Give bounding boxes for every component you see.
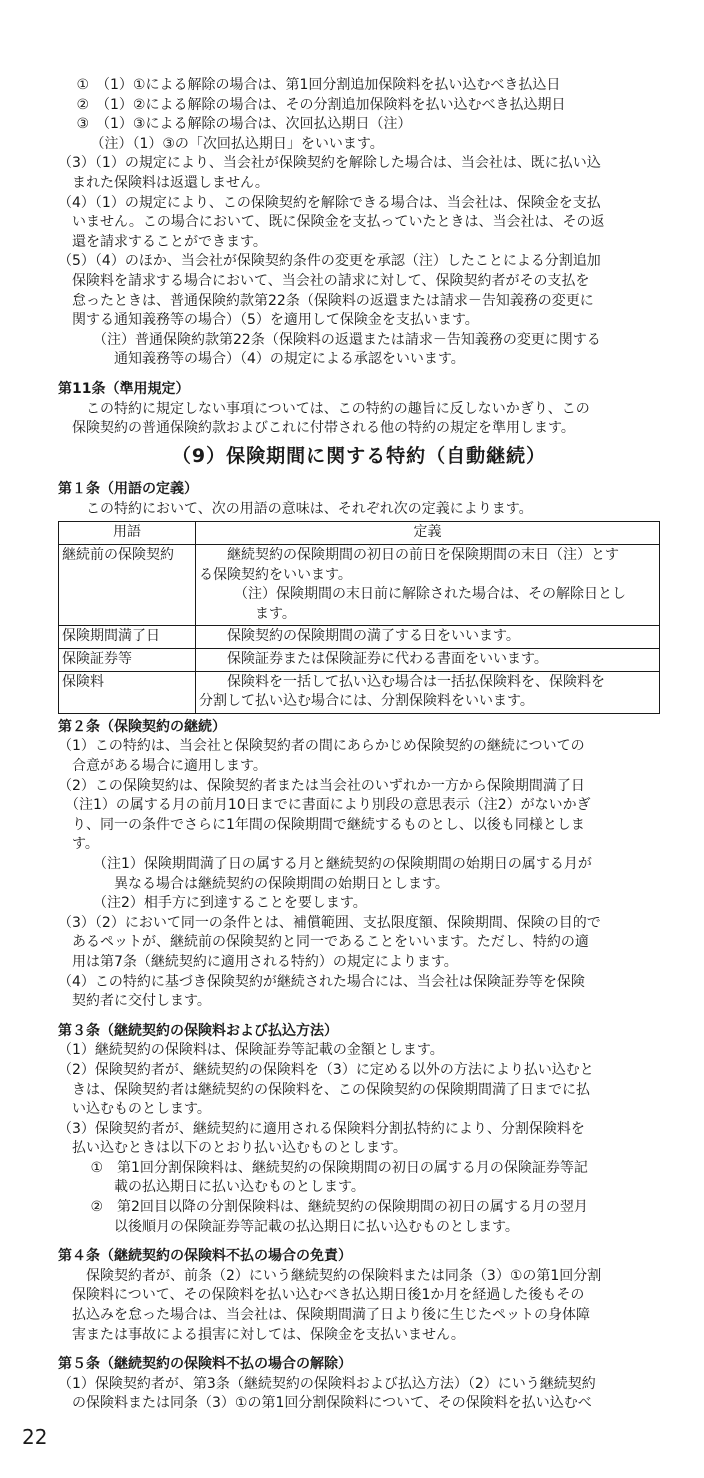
article-heading: 第２条（保険契約の継続） [58, 718, 226, 735]
definition-cell: 保険料を一括して払い込む場合は一括払保険料を、保険料を 分割して払い込む場合には、分割保険料をいいます。 [196, 671, 660, 713]
article-3 [58, 1022, 660, 1238]
text-line: （4）この特約に基づき保険契約が継続された場合には、当会社は保険証券等を保険 [58, 973, 585, 990]
article-2 [58, 718, 660, 1012]
text-line: ② 第2回目以降の分割保険料は、継続契約の保険期間の初日の属する月の翌月 [58, 1199, 588, 1216]
text-line: （4）（1）の規定により、この保険契約を解除できる場合は、当会社は、保険金を支払 [58, 194, 601, 211]
text-line: いません。この場合において、既に保険金を支払っていたときは、当会社は、その返 [58, 214, 605, 231]
text-line: ③ （1）③による解除の場合は、次回払込期日（注） [58, 116, 412, 133]
text-line: 保険料を請求する場合において、当会社の請求に対して、保険契約者がその支払を [58, 272, 590, 289]
text-line: 合意がある場合に適用します。 [58, 758, 267, 774]
article-heading: 第５条（継続契約の保険料不払の場合の解除） [58, 1356, 352, 1373]
column-header-definition: 定義 [196, 522, 660, 545]
text-line: 関する通知義務等の場合）（5）を適用して保険金を支払います。 [58, 312, 479, 329]
text-line: 以後順月の保険証券等記載の払込期日に払い込むものとします。 [58, 1218, 519, 1235]
text-line: 害または事故による損害に対しては、保険金を支払いません。 [58, 1326, 465, 1343]
text-line: い込むものとします。 [58, 1101, 211, 1118]
text-line: （注1）保険期間満了日の属する月と継続契約の保険期間の始期日の属する月が [58, 855, 592, 872]
text-line: あるペットが、継続前の保険契約と同一であることをいいます。ただし、特約の適 [58, 934, 589, 951]
text-line: ② （1）②による解除の場合は、その分割追加保険料を払い込むべき払込期日 [58, 96, 566, 113]
text-line: （3）（1）の規定により、当会社が保険契約を解除した場合は、当会社は、既に払い込 [58, 155, 601, 172]
definition-cell: 継続契約の保険期間の初日の前日を保険期間の末日（注）とす る保険契約をいいます。 （注）保険期間の末日前に解除された場合は、その解除日とし ます。 [196, 545, 660, 626]
column-header-term: 用語 [59, 522, 196, 545]
article-5 [58, 1355, 660, 1414]
table-row [59, 545, 660, 626]
term-cell: 保険期間満了日 [59, 626, 196, 649]
text-line: （1）この特約は、当会社と保険契約者の間にあらかじめ保険契約の継続についての [58, 738, 585, 755]
text-line: 保険料について、その保険料を払い込むべき払込期日後1か月を経過した後もその [58, 1287, 585, 1304]
text-line: （注）普通保険約款第22条（保険料の返還または請求－告知義務の変更に関する [58, 331, 601, 348]
text-line: 怠ったときは、普通保険約款第22条（保険料の返還または請求－告知義務の変更に [58, 292, 594, 309]
text-line: 異なる場合は継続契約の保険期間の始期日とします。 [58, 875, 449, 892]
text-line: 通知義務等の場合）（4）の規定による承認をいいます。 [58, 351, 465, 368]
text-line: 契約者に交付します。 [58, 993, 211, 1010]
text-line: （2）保険契約者が、継続契約の保険料を（3）に定める以外の方法により払い込むと [58, 1061, 594, 1078]
article-1 [58, 480, 660, 714]
text-line: （注2）相手方に到達することを要します。 [58, 895, 367, 912]
term-cell: 保険証券等 [59, 649, 196, 672]
article-heading: 第４条（継続契約の保険料不払の場合の免責） [58, 1248, 352, 1265]
text-line: ① （1）①による解除の場合は、第1回分割追加保険料を払い込むべき払込日 [58, 77, 561, 93]
text-line: （3）保険契約者が、継続契約に適用される保険料分割払特約により、分割保険料を [58, 1120, 585, 1137]
text-line: きは、保険契約者は継続契約の保険料を、この保険契約の保険期間満了日までに払 [58, 1081, 590, 1098]
text-line: （注）（1）③の「次回払込期日」をいいます。 [58, 135, 384, 152]
definition-cell: 保険証券または保険証券に代わる書面をいいます。 [196, 649, 660, 672]
page-number: 22 [22, 1425, 48, 1449]
text-line: す。 [58, 836, 99, 853]
text-line: （5）（4）のほか、当会社が保険契約条件の変更を承認（注）したことによる分割追加 [58, 253, 601, 270]
text-line: 保険契約の普通保険約款およびこれに付帯される他の特約の規定を準用します。 [58, 420, 575, 437]
article-heading: 第１条（用語の定義） [58, 481, 198, 498]
text-line: 還を請求することができます。 [58, 233, 267, 250]
table-row [59, 671, 660, 713]
text-line: この特約において、次の用語の意味は、それぞれ次の定義によります。 [58, 500, 533, 517]
definitions-table [58, 521, 660, 713]
table-row [59, 626, 660, 649]
text-line: ① 第1回分割保険料は、継続契約の保険期間の初日の属する月の保険証券等記 [58, 1159, 588, 1176]
text-line: 用は第7条（継続契約に適用される特約）の規定によります。 [58, 953, 458, 970]
table-row [59, 649, 660, 672]
table-header-row [59, 522, 660, 545]
section-title: （9）保険期間に関する特約（自動継続） [171, 444, 547, 467]
article-heading: 第11条（準用規定） [58, 380, 190, 397]
text-line: まれた保険料は返還しません。 [58, 174, 269, 191]
term-cell: 継続前の保険契約 [59, 545, 196, 626]
text-line: （1）保険契約者が、第3条（継続契約の保険料および払込方法）（2）にいう継続契約 [58, 1375, 596, 1392]
text-line: この特約に規定しない事項については、この特約の趣旨に反しないかぎり、この [58, 400, 590, 417]
definition-cell: 保険契約の保険期間の満了する日をいいます。 [196, 626, 660, 649]
text-line: （1）継続契約の保険料は、保険証券等記載の金額とします。 [58, 1042, 444, 1059]
article-11 [58, 380, 660, 439]
text-line: 払い込むときは以下のとおり払い込むものとします。 [58, 1140, 407, 1157]
text-line: 載の払込期日に払い込むものとします。 [58, 1179, 365, 1196]
term-cell: 保険料 [59, 671, 196, 713]
text-line: （3）（2）において同一の条件とは、補償範囲、支払限度額、保険期間、保険の目的で [58, 914, 601, 931]
document-page [58, 76, 660, 1414]
text-line: の保険料または同条（3）①の第1回分割保険料について、その保険料を払い込むべ [58, 1395, 592, 1412]
text-line: （注1）の属する月の前月10日までに書面により別段の意思表示（注2）がないかぎ [58, 797, 591, 814]
top-clauses [58, 76, 660, 370]
article-4 [58, 1247, 660, 1345]
article-heading: 第３条（継続契約の保険料および払込方法） [58, 1022, 338, 1039]
text-line: り、同一の条件でさらに1年間の保険期間で継続するものとし、以後も同様としま [58, 816, 585, 833]
text-line: （2）この保険契約は、保険契約者または当会社のいずれか一方から保険期間満了日 [58, 777, 585, 794]
text-line: 払込みを怠った場合は、当会社は、保険期間満了日より後に生じたペットの身体障 [58, 1307, 590, 1324]
text-line: 保険契約者が、前条（2）にいう継続契約の保険料または同条（3）①の第1回分割 [58, 1267, 602, 1284]
